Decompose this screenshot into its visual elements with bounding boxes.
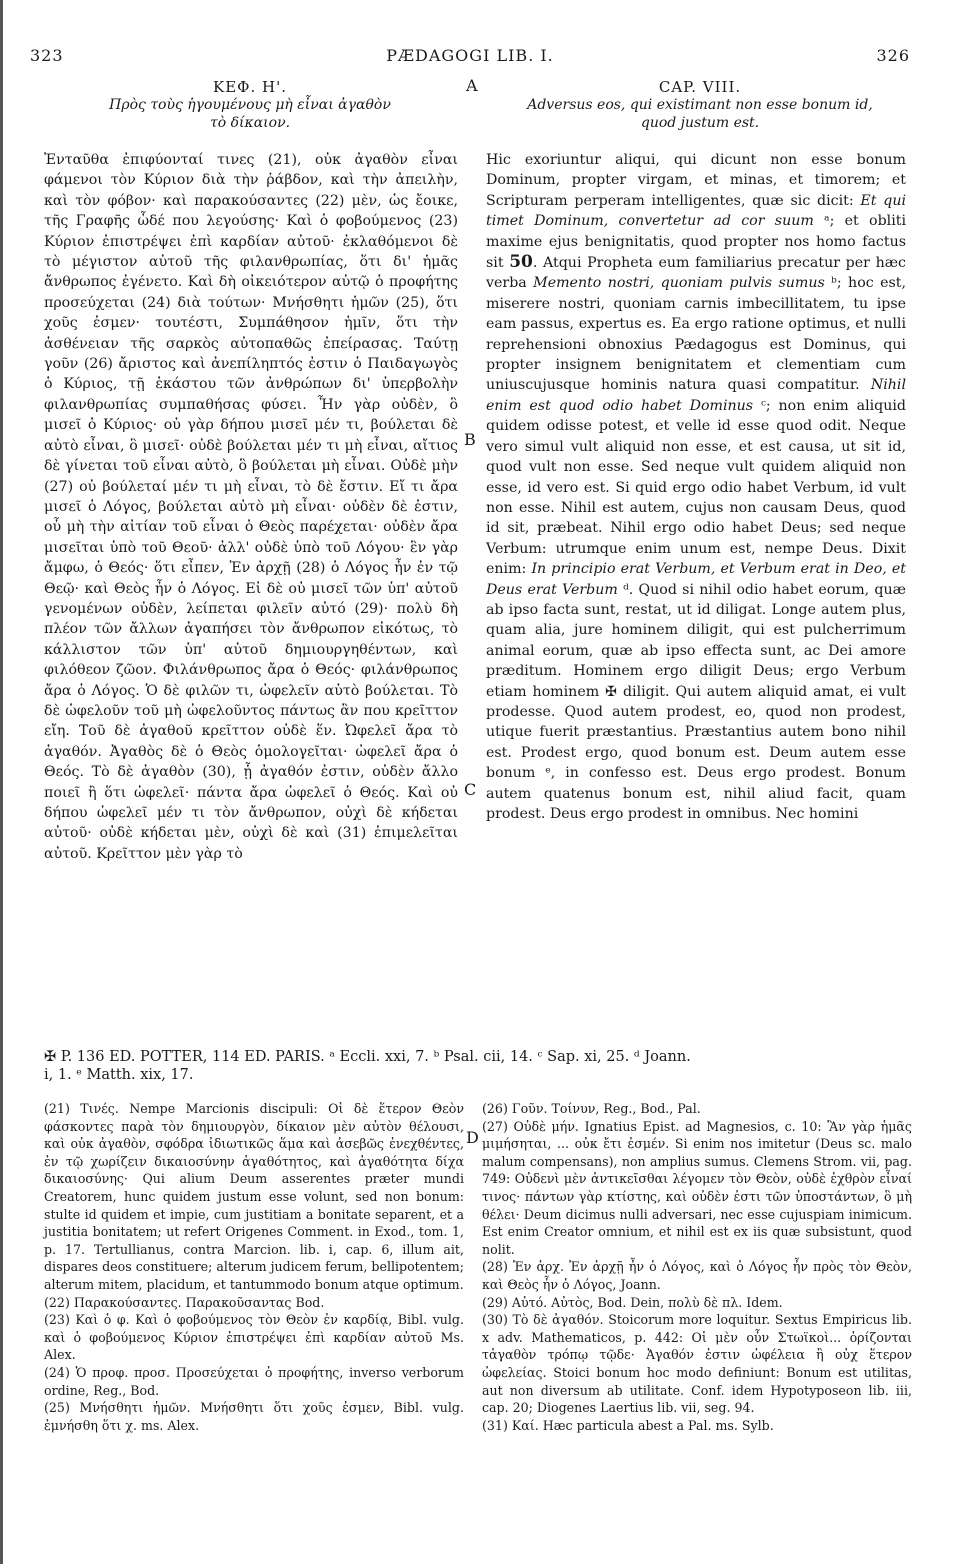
greek-chapter-number: ΚΕΦ. Η'.: [213, 78, 287, 96]
latin-chapter-number: CAP. VIII.: [658, 78, 742, 96]
reference-line-1: ✠ P. 136 ED. POTTER, 114 ED. PARIS. ᵃ Eccli. xxi, 7. ᵇ Psal. cii, 14. ᶜ Sap. xi, 25. ᵈ Joann.: [44, 1049, 691, 1065]
footnote: (28) Ἐν ἀρχ. Ἐν ἀρχῇ ἦν ὁ Λόγος, καὶ ὁ Λόγος ἦν πρὸς τὸν Θεὸν, καὶ Θεὸς ἦν ὁ Λόγος, Joann.: [482, 1259, 912, 1292]
page-number-left: 323: [30, 46, 64, 65]
greek-chapter-title-line2: τὸ δίκαιον.: [209, 115, 291, 131]
footnote: (29) Αὐτό. Αὐτὸς, Bod. Dein, πολὺ δὲ πλ. Idem.: [482, 1294, 783, 1310]
latin-text-part-5: ᶜ; non enim aliquid quidem odisse potest, et velle id esse quod odit. Neque vero simul vult aliquid non esse, et est causa, ut sit id, quod vult non esse. Sed neque vult quidem aliquid non esse, id vero est. Si quid ergo odio habet Verbum, id vult non esse. Nihil est autem, cujus non causam Deus, quod id sit, præbeat. Nihil ergo odio habet Deus; sed neque Verbum: utrumque enim unum est, nempe Deus. Dixit enim:: [486, 397, 906, 578]
footnote: (22) Παρακούσαντες. Παρακοῦσαντας Bod.: [44, 1294, 325, 1310]
greek-chapter-heading: [70, 78, 430, 132]
latin-quote-4: In principio erat Verbum, et Verbum erat in Deo, et Deus erat Verbum: [486, 561, 906, 598]
running-head: [30, 46, 910, 70]
latin-quote-3: Nihil enim est quod odio habet Dominus: [486, 377, 906, 414]
section-marker: 50: [509, 252, 533, 273]
footnotes-right: [482, 1100, 912, 1434]
latin-chapter-heading: [500, 78, 900, 132]
margin-letter-a: A: [466, 76, 478, 95]
margin-letter-b: B: [464, 430, 476, 449]
greek-text-column: [44, 150, 458, 864]
footnote: (25) Μνήσθητι ἡμῶν. Μνήσθητι ὅτι χοῦς ἐσμεν, Bibl. vulg. ἐμνήσθη ὅτι χ. ms. Alex.: [44, 1400, 464, 1433]
page-edge-line: [0, 0, 3, 1564]
latin-text-part-6: ᵈ. Quod si nihil odio habet eorum, quæ ab ipso facta sunt, restat, ut id diligat. Longe autem plus, quam alia, jure hominem diligit, qui est pulcherrimum animal eorum, quæ ab ipso effecta sunt, ac Dei amore præditum. Hominem ergo diligit Deus; ergo Verbum etiam hominem ✠ diligit. Qui autem aliquid amat, ei vult prodesse. Quod autem prodest, eo, quod non prodest, utique fuerit præstantius. Præstantius autem bono nihil est. Prodest ergo, quod bonum est. Deum autem esse bonum ᵉ, in confesso est. Deus ergo prodest. Bonum autem quatenus bonum est, nihil aliud facit, quam prodest. Deus ergo prodest in omnibus. Nec homini: [486, 581, 906, 822]
latin-text-part-1: Hic exoriuntur aliqui, qui dicunt non esse bonum Dominum, propter virgam, et minas, et timorem; et Scripturam perperam intelligentes, quæ sic dicit:: [486, 152, 906, 209]
footnotes-left: [44, 1100, 464, 1434]
latin-chapter-title-line1: Adversus eos, qui existimant non esse bonum id,: [527, 97, 873, 113]
footnote: (21) Τινές. Nempe Marcionis discipuli: Οἱ δὲ ἕτερον Θεὸν φάσκοντες παρὰ τὸν δημιουργὸν, δίκαιον μὲν αὐτὸν θέλουσι, καὶ οὐκ ἀγαθὸν, σφόδρα ἰδιωτικῶς ἅμα καὶ ἀσεβῶς ἐνεχθέντες, ἐν τῷ χωρίζειν δικαιοσύνην ἀγαθότητος, καὶ ἀγαθότητα δίχα δικαιοσύνης· Qui alium Deum asserentes præter mundi Creatorem, hunc quidem justum esse volunt, sed non bonum: stulte id quidem et impie, cum justitiam a bonitate separent, et a justitia bonitatem; ut refert Origenes Comment. in Exod., tom. 1, p. 17. Tertullianus, contra Marcion. lib. i, cap. 6, illum ait, dispares deos constituere; alterum judicem ferum, bellipotentem; alterum mitem, placidum, et tantummodo bonum atque optimum.: [44, 1101, 464, 1292]
footnote: (26) Γοῦν. Τοίνυν, Reg., Bod., Pal.: [482, 1101, 701, 1116]
latin-text-column: [486, 150, 906, 824]
footnote: (30) Τὸ δὲ ἀγαθόν. Stoicorum more loquitur. Sextus Empiricus lib. x adv. Mathematicos, p. 442: Οἱ μὲν οὖν Στωϊκοὶ... ὁρίζονται τἀγαθὸν τρόπῳ τῷδε· Ἀγαθόν ἐστιν ὠφέλεια ἢ οὐχ ἕτερον ὠφελείας. Stoici bonum hoc modo definiunt: Bonum est utilitas, aut non diversum ab utilitate. Conf. idem Hypotyposeon lib. iii, cap. 20; Diogenes Laertius lib. vii, seg. 94.: [482, 1312, 912, 1416]
footnote: (31) Καί. Hæc particula abest a Pal. ms. Sylb.: [482, 1417, 774, 1433]
margin-letter-c: C: [464, 780, 477, 799]
latin-quote-2: Memento nostri, quoniam pulvis sumus: [533, 275, 825, 292]
footnote: (27) Οὐδὲ μήν. Ignatius Epist. ad Magnesios, c. 10: Ἂν γὰρ ἡμᾶς μιμήσηται, ... οὐκ ἔτι ἐσμέν. Si enim nos imitetur (Deus sc. malo malum compensans), non amplius sumus. Clemens Strom. vii, pag. 749: Οὐδενὶ μὲν ἀντικεῖσθαι λέγομεν τὸν Θεὸν, οὐδὲ ἐχθρὸν εἶναί τινος· πάντων γὰρ κτίστης, καὶ οὐδὲν ἐστι τῶν ὑποστάντων, ὃ μὴ θέλει· Deum dicimus nulli adversari, nec esse cujuspiam inimicum. Est enim Creator omnium, et nihil est ex iis quæ subsistunt, quod nolit.: [482, 1118, 912, 1257]
latin-text-part-3: . Atqui Propheta eum familiarius precatur per hæc verba: [486, 255, 906, 292]
greek-paragraph: Ἐνταῦθα ἐπιφύονταί τινες (21), οὐκ ἀγαθὸν εἶναι φάμενοι τὸν Κύριον διὰ τὴν ῥάβδον, καὶ τὴν ἀπειλὴν, καὶ τὸν φόβον· καὶ παρακούσαντες (22) μὲν, ὡς ἔοικε, τῆς Γραφῆς ὧδέ που λεγούσης· Καὶ ὁ φοβούμενος (23) Κύριον ἐπιστρέψει ἐπὶ καρδίαν αὐτοῦ· ἐκλαθόμενοι δὲ τὸ μέγιστον αὐτοῦ τῆς φιλανθρωπίας, ὅτι δι' ἡμᾶς ἄνθρωπος ἐγένετο. Καὶ δὴ οἰκειότερον αὐτῷ ὁ προφήτης προσεύχεται (24) διὰ τούτων· Μνήσθητι ἡμῶν (25), ὅτι χοῦς ἐσμεν· τουτέστι, Συμπάθησον ἡμῖν, ὅτι τὴν ἀσθένειαν τῆς σαρκὸς αὐτοπαθῶς ἐπείρασας. Ταύτῃ γοῦν (26) ἄριστος καὶ ἀνεπίληπτός ἐστιν ὁ Παιδαγωγὸς ὁ Κύριος, τῇ ἑκάστου τῶν ἀνθρώπων δι' ὑπερβολὴν φιλανθρωπίας συμπαθήσας φύσει. Ἦν γὰρ οὐδὲν, ὃ μισεῖ ὁ Κύριος· οὐ γὰρ δήπου μισεῖ μέν τι, βούλεται δὲ αὐτὸ εἶναι, ὃ μισεῖ· οὐδὲ βούλεται μέν τι μὴ εἶναι, αἴτιος δὲ γίνεται τοῦ εἶναι αὐτὸ, ὃ βούλεται μὴ εἶναι. Οὐδὲ μὴν (27) οὐ βούλεταί μέν τι μὴ εἶναι, τὸ δὲ ἔστιν. Εἴ τι ἄρα μισεῖ ὁ Λόγος, βούλεται αὐτὸ μὴ εἶναι· οὐδὲν δὲ ἐστιν, οὗ μὴ τὴν αἰτίαν τοῦ εἶναι ὁ Θεὸς παρέχεται· οὐδὲν ἄρα μισεῖται ὑπὸ τοῦ Θεοῦ· ἀλλ' οὐδὲ ὑπὸ τοῦ Λόγου· ἓν γὰρ ἄμφω, ὁ Θεός· ὅτι εἶπεν, Ἐν ἀρχῇ (28) ὁ Λόγος ἦν ἐν τῷ Θεῷ· καὶ Θεὸς ἦν ὁ Λόγος. Εἰ δὲ οὐ μισεῖ τῶν ὑπ' αὐτοῦ γενομένων οὐδὲν, λείπεται φιλεῖν αὐτό (29)· πολὺ δὴ πλέον τῶν ἄλλων ἀγαπήσει τὸν ἄνθρωπον εἰκότως, τὸ κάλλιστον τῶν ὑπ' αὐτοῦ δημιουργηθέντων, καὶ φιλόθεον ζῶον. Φιλάνθρωπος ἄρα ὁ Θεός· φιλάνθρωπος ἄρα ὁ Λόγος. Ὁ δὲ φιλῶν τι, ὠφελεῖν αὐτὸ βούλεται. Τὸ δὲ ὠφελοῦν τοῦ μὴ ὠφελοῦντος πάντως ἂν που κρεῖττον εἴη. Τοῦ δὲ ἀγαθοῦ κρεῖττον οὐδὲ ἕν. Ὠφελεῖ ἄρα τὸ ἀγαθόν. Ἀγαθὸς δὲ ὁ Θεὸς ὁμολογεῖται· ὠφελεῖ ἄρα ὁ Θεός. Τὸ δὲ ἀγαθὸν (30), ᾗ ἀγαθόν ἐστιν, οὐδὲν ἄλλο ποιεῖ ἢ ὅτι ὠφελεῖ· πάντα ἄρα ὠφελεῖ ὁ Θεός. Καὶ οὐ δήπου ὠφελεῖ μέν τι τὸν ἄνθρωπον, οὐχὶ δὲ κήδεται αὐτοῦ· οὐδὲ κήδεται μὲν, οὐχὶ δὲ καὶ (31) ἐπιμελεῖται αὐτοῦ. Κρεῖττον μὲν γὰρ τὸ: [44, 152, 458, 862]
footnote: (24) Ὁ προφ. προσ. Προσεύχεται ὁ προφήτης, inverso verborum ordine, Reg., Bod.: [44, 1364, 464, 1398]
latin-text-part-2: ᵃ; et obliti maxime ejus benignitatis, quod propter nos homo factus sit: [486, 213, 906, 272]
margin-letter-d: D: [466, 1128, 479, 1147]
page-number-right: 326: [876, 46, 910, 65]
greek-chapter-title-line1: Πρὸς τοὺς ἡγουμένους μὴ εἶναι ἀγαθὸν: [109, 97, 391, 113]
reference-line-2: i, 1. ᵉ Matth. xix, 17.: [44, 1067, 194, 1083]
running-title: PÆDAGOGI LIB. I.: [386, 46, 554, 65]
latin-text-part-4: ᵇ; hoc est, miserere nostri, quoniam carnis imbecillitatem, tu ipse eam passus, expertus es. Ea ergo ratione optimus, et nulli reprehensioni obnoxius Pædagogus est Dominus, qui propter insignem benignitatem et clementiam cum uniuscujusque hominis natura quasi compatitur.: [486, 275, 906, 394]
latin-chapter-title-line2: quod justum est.: [640, 115, 760, 131]
latin-quote-1: Et qui timet Dominum, convertetur ad cor suum: [486, 192, 907, 230]
reference-line: [44, 1048, 924, 1084]
latin-paragraph: [486, 150, 906, 824]
footnote: (23) Καὶ ὁ φ. Καὶ ὁ φοβούμενος τὸν Θεὸν ἐν καρδίᾳ, Bibl. vulg. καὶ ὁ φοβούμενος Κύριον ἐπιστρέψει ἐπὶ καρδίαν αὐτοῦ Ms. Alex.: [44, 1312, 464, 1363]
